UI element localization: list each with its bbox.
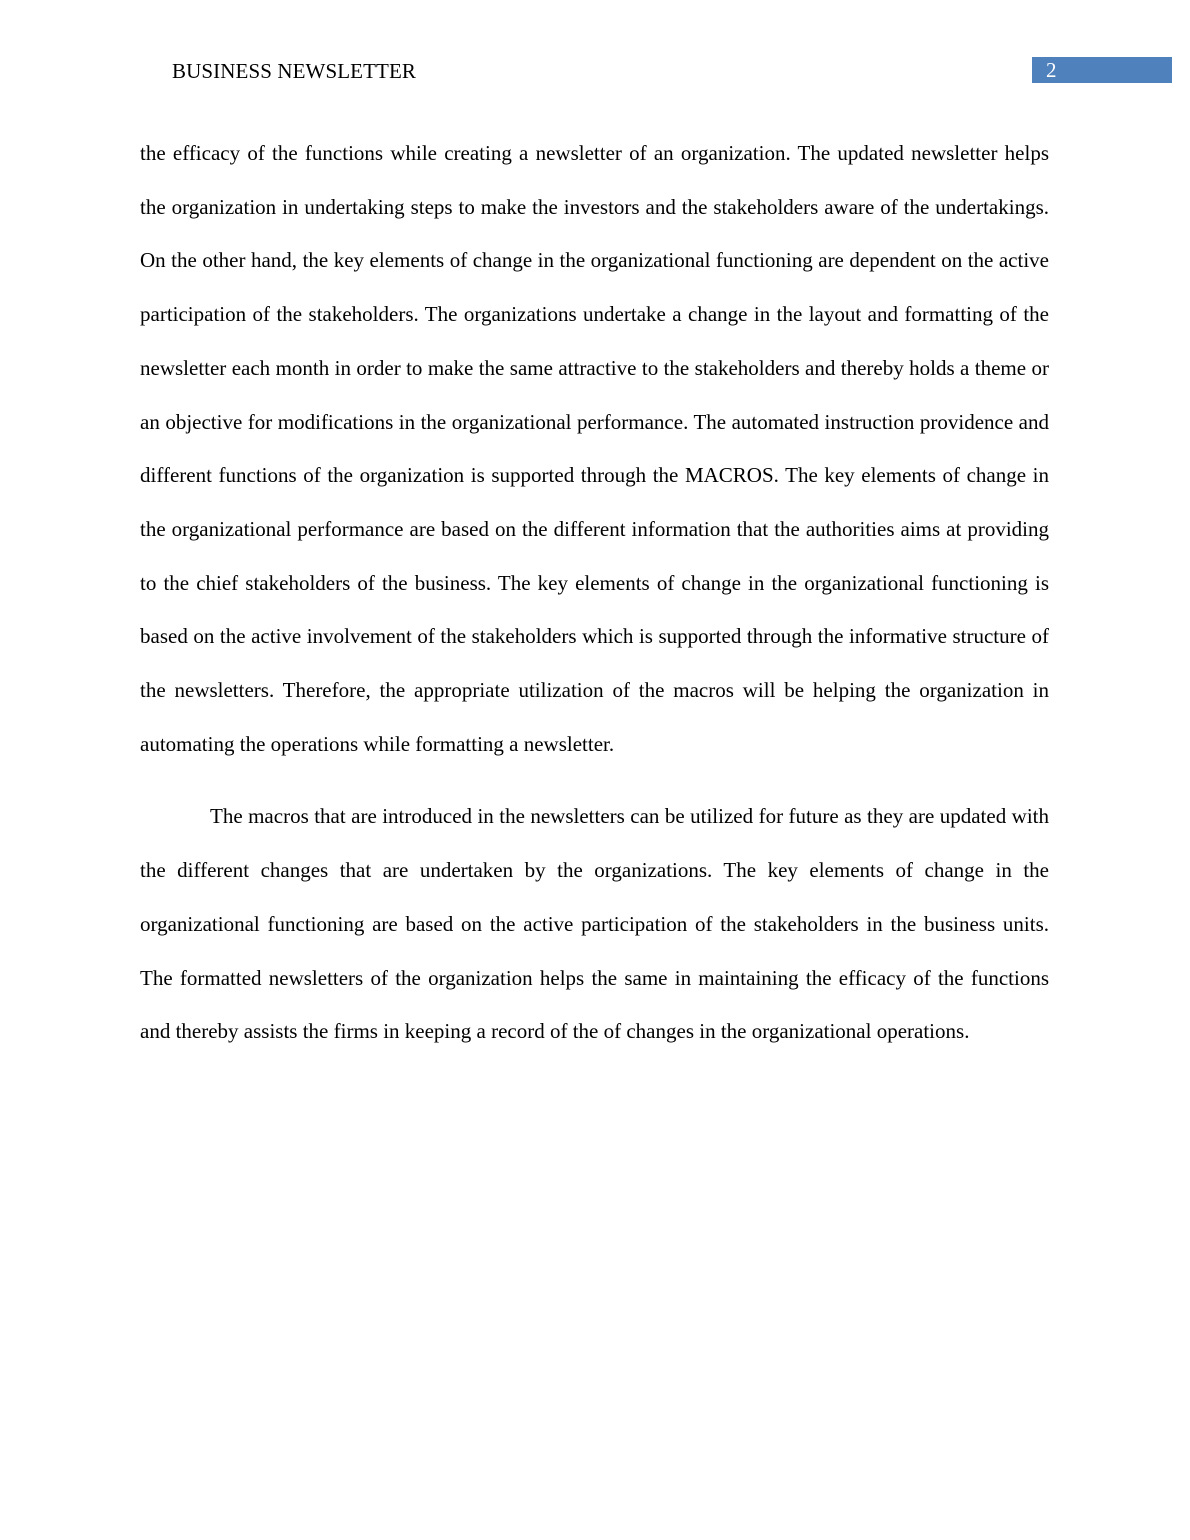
page-number-box: [1032, 57, 1172, 83]
body-paragraph-2: The macros that are introduced in the newsletters can be utilized for future as they are updated with the different changes that are undertaken by the organizations. The key elements of change in the organizational functioning are based on the active participation of the stakeholders in the business units. The formatted newsletters of the organization helps the same in maintaining the efficacy of the functions and thereby assists the firms in keeping a record of the of changes in the organizational operations.: [140, 804, 1049, 1044]
running-head: BUSINESS NEWSLETTER: [172, 59, 416, 83]
body-paragraph-1: the efficacy of the functions while creating a newsletter of an organization. The updated newsletter helps the organization in undertaking steps to make the investors and the stakeholders aware of the undertakings. On the other hand, the key elements of change in the organizational functioning are dependent on the active participation of the stakeholders. The organizations undertake a change in the layout and formatting of the newsletter each month in order to make the same attractive to the stakeholders and thereby holds a theme or an objective for modifications in the organizational performance. The automated instruction providence and different functions of the organization is supported through the MACROS. The key elements of change in the organizational performance are based on the different information that the authorities aims at providing to the chief stakeholders of the business. The key elements of change in the organizational functioning is based on the active involvement of the stakeholders which is supported through the informative structure of the newsletters. Therefore, the appropriate utilization of the macros will be helping the organization in automating the operations while formatting a newsletter.: [140, 141, 1049, 756]
page-number: 2: [1046, 58, 1057, 82]
body-text: [140, 127, 1049, 1059]
